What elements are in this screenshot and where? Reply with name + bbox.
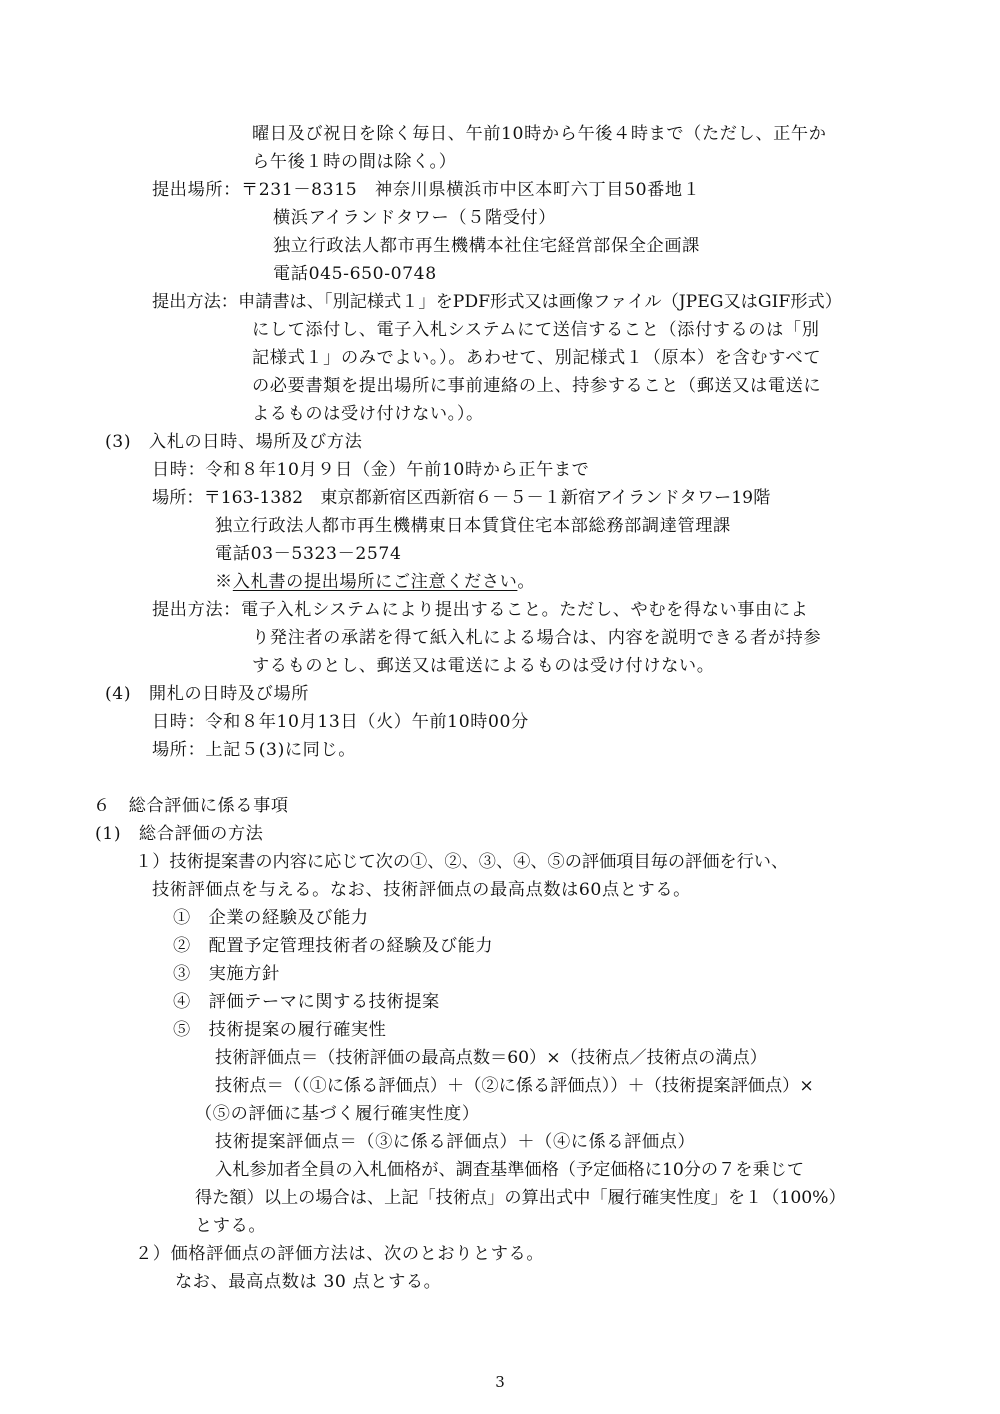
text-line: 独立行政法人都市再生機構本社住宅経営部保全企画課 <box>273 236 700 256</box>
text-line: ら午後１時の間は除く。） <box>252 152 457 172</box>
page-number: 3 <box>495 1373 505 1391</box>
text-line: 場所：上記５(3)に同じ。 <box>152 740 357 760</box>
text-line: り発注者の承諾を得て紙入札による場合は、内容を説明できる者が持参 <box>252 628 822 648</box>
notice-line <box>215 571 535 593</box>
section-heading: (1) 総合評価の方法 <box>95 824 264 844</box>
text-line: とする。 <box>195 1216 267 1236</box>
formula-line: （⑤の評価に基づく履行確実性度） <box>195 1104 480 1124</box>
text-line: の必要書類を提出場所に事前連絡の上、持参すること（郵送又は電送に <box>252 376 822 396</box>
formula-line: 技術評価点＝（技術評価の最高点数＝60）×（技術点／技術点の満点） <box>215 1048 767 1068</box>
chapter-heading: ６ 総合評価に係る事項 <box>93 796 289 816</box>
list-item: ① 企業の経験及び能力 <box>173 908 369 928</box>
text-line: 技術評価点を与える。なお、技術評価点の最高点数は60点とする。 <box>152 880 691 900</box>
formula-line: 技術提案評価点＝（③に係る評価点）＋（④に係る評価点） <box>215 1132 696 1152</box>
notice-underlined-text: 入札書の提出場所にご注意ください <box>232 572 518 592</box>
text-line: 横浜アイランドタワー（５階受付） <box>273 208 557 228</box>
notice-mark: ※ <box>215 572 233 592</box>
text-line: 提出方法：申請書は、「別記様式１」をPDF形式又は画像ファイル（JPEG又はGIF形式） <box>152 292 842 312</box>
text-line: よるものは受け付けない。）。 <box>252 404 484 424</box>
text-line: なお、最高点数は 30 点とする。 <box>175 1272 442 1292</box>
formula-line: 技術点＝（（①に係る評価点）＋（②に係る評価点））＋（技術提案評価点）× <box>215 1076 814 1096</box>
text-line: 記様式１」のみでよい。）。あわせて、別記様式１（原本）を含むすべて <box>252 348 822 368</box>
text-line: 提出場所：〒231－8315 神奈川県横浜市中区本町六丁目50番地１ <box>152 180 701 200</box>
text-line: １）技術提案書の内容に応じて次の①、②、③、④、⑤の評価項目毎の評価を行い、 <box>135 852 789 872</box>
list-item: ④ 評価テーマに関する技術提案 <box>173 992 440 1012</box>
text-line: ２）価格評価点の評価方法は、次のとおりとする。 <box>135 1244 545 1264</box>
list-item: ② 配置予定管理技術者の経験及び能力 <box>173 936 494 956</box>
text-line: 曜日及び祝日を除く毎日、午前10時から午後４時まで（ただし、正午か <box>252 124 827 144</box>
text-line: 提出方法：電子入札システムにより提出すること。ただし、やむを得ない事由によ <box>152 600 809 620</box>
text-line: 日時：令和８年10月９日（金）午前10時から正午まで <box>152 460 590 480</box>
text-line: 入札参加者全員の入札価格が、調査基準価格（予定価格に10分の７を乗じて <box>215 1160 805 1180</box>
text-line: 電話045-650-0748 <box>273 264 437 284</box>
text-line: にして添付し、電子入札システムにて送信すること（添付するのは「別 <box>252 320 820 340</box>
text-line: 独立行政法人都市再生機構東日本賃貸住宅本部総務部調達管理課 <box>215 516 731 536</box>
text-line: 得た額）以上の場合は、上記「技術点」の算出式中「履行確実性度」を１（100%） <box>195 1188 846 1208</box>
section-heading: (3) 入札の日時、場所及び方法 <box>105 432 363 452</box>
list-item: ⑤ 技術提案の履行確実性 <box>173 1020 387 1040</box>
list-item: ③ 実施方針 <box>173 964 280 984</box>
text-line: するものとし、郵送又は電送によるものは受け付けない。 <box>252 656 715 676</box>
text-line: 電話03－5323－2574 <box>215 544 402 564</box>
section-heading: (4) 開札の日時及び場所 <box>105 684 310 704</box>
notice-period: 。 <box>517 572 536 592</box>
text-line: 日時：令和８年10月13日（火）午前10時00分 <box>152 712 529 732</box>
text-line: 場所：〒163-1382 東京都新宿区西新宿６－５－１新宿アイランドタワー19階 <box>152 488 771 508</box>
